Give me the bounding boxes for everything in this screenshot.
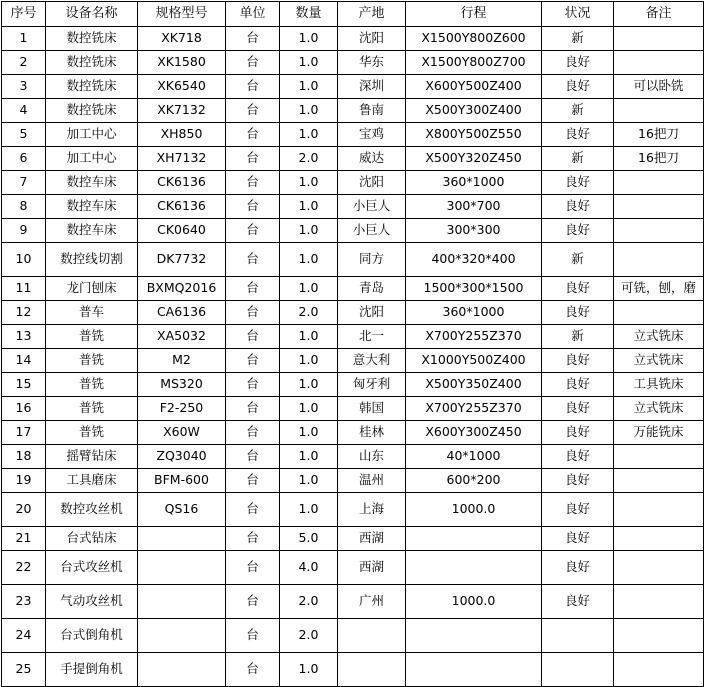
cell-unit: 台 [226, 123, 280, 147]
table-row [2, 75, 704, 99]
cell-equipment-name: 手提倒角机 [46, 653, 138, 687]
cell-condition: 新 [542, 325, 614, 349]
cell-travel: X800Y500Z550 [406, 123, 542, 147]
cell-model: X60W [138, 421, 226, 445]
cell-origin: 宝鸡 [338, 123, 406, 147]
cell-unit: 台 [226, 493, 280, 527]
cell-index: 20 [2, 493, 46, 527]
cell-equipment-name: 数控攻丝机 [46, 493, 138, 527]
cell-quantity: 1.0 [280, 75, 338, 99]
cell-model [138, 585, 226, 619]
cell-origin: 山东 [338, 445, 406, 469]
cell-remark [614, 301, 704, 325]
cell-condition: 新 [542, 27, 614, 51]
cell-condition: 良好 [542, 349, 614, 373]
column-header-index: 序号 [2, 2, 46, 27]
cell-travel: 1500*300*1500 [406, 277, 542, 301]
cell-remark: 立式铣床 [614, 397, 704, 421]
cell-origin: 青岛 [338, 277, 406, 301]
cell-index: 12 [2, 301, 46, 325]
cell-remark [614, 653, 704, 687]
cell-unit: 台 [226, 585, 280, 619]
cell-model: XK1580 [138, 51, 226, 75]
cell-travel: X700Y255Z370 [406, 397, 542, 421]
cell-quantity: 2.0 [280, 301, 338, 325]
cell-travel: 40*1000 [406, 445, 542, 469]
cell-index: 25 [2, 653, 46, 687]
cell-condition: 良好 [542, 75, 614, 99]
cell-origin: 西湖 [338, 527, 406, 551]
cell-travel [406, 619, 542, 653]
cell-model: BXMQ2016 [138, 277, 226, 301]
cell-origin: 温州 [338, 469, 406, 493]
cell-quantity: 2.0 [280, 585, 338, 619]
cell-quantity: 1.0 [280, 445, 338, 469]
cell-condition: 新 [542, 147, 614, 171]
cell-remark [614, 469, 704, 493]
cell-index: 22 [2, 551, 46, 585]
cell-condition: 良好 [542, 219, 614, 243]
cell-model: CK6136 [138, 171, 226, 195]
cell-condition: 良好 [542, 397, 614, 421]
cell-equipment-name: 数控车床 [46, 171, 138, 195]
cell-travel: X700Y255Z370 [406, 325, 542, 349]
cell-index: 9 [2, 219, 46, 243]
cell-unit: 台 [226, 527, 280, 551]
cell-origin: 北一 [338, 325, 406, 349]
cell-travel [406, 551, 542, 585]
table-row [2, 653, 704, 687]
cell-travel: 400*320*400 [406, 243, 542, 277]
cell-model: F2-250 [138, 397, 226, 421]
cell-travel: 1000.0 [406, 493, 542, 527]
cell-travel: 1000.0 [406, 585, 542, 619]
cell-quantity: 1.0 [280, 195, 338, 219]
cell-equipment-name: 数控车床 [46, 219, 138, 243]
cell-travel: X600Y500Z400 [406, 75, 542, 99]
cell-index: 7 [2, 171, 46, 195]
cell-unit: 台 [226, 619, 280, 653]
cell-model: CK0640 [138, 219, 226, 243]
table-row [2, 243, 704, 277]
cell-unit: 台 [226, 551, 280, 585]
cell-remark: 16把刀 [614, 147, 704, 171]
column-header-remark: 备注 [614, 2, 704, 27]
cell-condition: 良好 [542, 493, 614, 527]
cell-travel: X1500Y800Z700 [406, 51, 542, 75]
cell-remark: 工具铣床 [614, 373, 704, 397]
cell-equipment-name: 工具磨床 [46, 469, 138, 493]
cell-model: XK6540 [138, 75, 226, 99]
cell-origin: 意大利 [338, 349, 406, 373]
cell-condition: 良好 [542, 171, 614, 195]
cell-condition: 良好 [542, 469, 614, 493]
cell-origin: 广州 [338, 585, 406, 619]
cell-remark: 16把刀 [614, 123, 704, 147]
cell-model [138, 619, 226, 653]
cell-index: 21 [2, 527, 46, 551]
cell-quantity: 1.0 [280, 123, 338, 147]
cell-quantity: 1.0 [280, 51, 338, 75]
table-row [2, 219, 704, 243]
cell-condition: 良好 [542, 51, 614, 75]
cell-unit: 台 [226, 243, 280, 277]
cell-index: 1 [2, 27, 46, 51]
cell-equipment-name: 台式钻床 [46, 527, 138, 551]
cell-origin: 沈阳 [338, 27, 406, 51]
cell-index: 11 [2, 277, 46, 301]
cell-equipment-name: 普铣 [46, 397, 138, 421]
cell-travel [406, 653, 542, 687]
cell-origin: 威达 [338, 147, 406, 171]
cell-equipment-name: 台式攻丝机 [46, 551, 138, 585]
cell-condition: 良好 [542, 445, 614, 469]
cell-quantity: 1.0 [280, 277, 338, 301]
cell-index: 4 [2, 99, 46, 123]
cell-index: 24 [2, 619, 46, 653]
cell-unit: 台 [226, 277, 280, 301]
cell-travel [406, 527, 542, 551]
cell-remark [614, 619, 704, 653]
cell-model: XH850 [138, 123, 226, 147]
cell-equipment-name: 普铣 [46, 325, 138, 349]
cell-unit: 台 [226, 325, 280, 349]
cell-model: CA6136 [138, 301, 226, 325]
cell-equipment-name: 数控铣床 [46, 75, 138, 99]
cell-model: XK718 [138, 27, 226, 51]
cell-travel: X600Y300Z450 [406, 421, 542, 445]
cell-condition: 良好 [542, 123, 614, 147]
cell-index: 8 [2, 195, 46, 219]
cell-quantity: 1.0 [280, 653, 338, 687]
cell-equipment-name: 普铣 [46, 373, 138, 397]
cell-model: MS320 [138, 373, 226, 397]
cell-unit: 台 [226, 99, 280, 123]
cell-condition: 良好 [542, 421, 614, 445]
cell-travel: 300*300 [406, 219, 542, 243]
column-header-equipment-name: 设备名称 [46, 2, 138, 27]
cell-quantity: 1.0 [280, 349, 338, 373]
cell-quantity: 5.0 [280, 527, 338, 551]
cell-travel: X1500Y800Z600 [406, 27, 542, 51]
cell-unit: 台 [226, 421, 280, 445]
cell-index: 18 [2, 445, 46, 469]
cell-origin: 沈阳 [338, 301, 406, 325]
cell-equipment-name: 数控线切割 [46, 243, 138, 277]
cell-remark [614, 51, 704, 75]
cell-origin: 匈牙利 [338, 373, 406, 397]
table-header-row [2, 2, 704, 27]
cell-remark: 立式铣床 [614, 349, 704, 373]
cell-quantity: 1.0 [280, 397, 338, 421]
cell-remark [614, 585, 704, 619]
table-row [2, 147, 704, 171]
cell-index: 19 [2, 469, 46, 493]
column-header-unit: 单位 [226, 2, 280, 27]
cell-unit: 台 [226, 51, 280, 75]
cell-condition: 良好 [542, 277, 614, 301]
cell-condition: 良好 [542, 195, 614, 219]
cell-equipment-name: 气动攻丝机 [46, 585, 138, 619]
cell-origin: 小巨人 [338, 219, 406, 243]
cell-condition: 良好 [542, 301, 614, 325]
cell-index: 3 [2, 75, 46, 99]
cell-origin [338, 653, 406, 687]
table-row [2, 195, 704, 219]
cell-travel: 600*200 [406, 469, 542, 493]
cell-unit: 台 [226, 653, 280, 687]
cell-remark [614, 551, 704, 585]
cell-remark [614, 99, 704, 123]
cell-equipment-name: 数控铣床 [46, 99, 138, 123]
cell-index: 6 [2, 147, 46, 171]
cell-model: ZQ3040 [138, 445, 226, 469]
table-row [2, 373, 704, 397]
cell-origin: 鲁南 [338, 99, 406, 123]
cell-index: 13 [2, 325, 46, 349]
cell-remark [614, 243, 704, 277]
cell-quantity: 1.0 [280, 243, 338, 277]
table-row [2, 301, 704, 325]
cell-remark [614, 171, 704, 195]
cell-quantity: 1.0 [280, 27, 338, 51]
table-row [2, 51, 704, 75]
column-header-model: 规格型号 [138, 2, 226, 27]
table-row [2, 27, 704, 51]
cell-condition: 良好 [542, 527, 614, 551]
cell-equipment-name: 加工中心 [46, 123, 138, 147]
cell-condition [542, 619, 614, 653]
cell-travel: X500Y300Z400 [406, 99, 542, 123]
table-row [2, 325, 704, 349]
cell-model: BFM-600 [138, 469, 226, 493]
table-row [2, 123, 704, 147]
cell-origin: 深圳 [338, 75, 406, 99]
cell-travel: X500Y320Z450 [406, 147, 542, 171]
cell-remark: 万能铣床 [614, 421, 704, 445]
cell-quantity: 1.0 [280, 219, 338, 243]
cell-unit: 台 [226, 349, 280, 373]
cell-quantity: 1.0 [280, 421, 338, 445]
cell-condition: 新 [542, 243, 614, 277]
equipment-table [1, 1, 704, 687]
cell-equipment-name: 普铣 [46, 421, 138, 445]
cell-equipment-name: 数控车床 [46, 195, 138, 219]
cell-origin: 韩国 [338, 397, 406, 421]
cell-unit: 台 [226, 219, 280, 243]
cell-travel: 360*1000 [406, 171, 542, 195]
cell-quantity: 2.0 [280, 147, 338, 171]
cell-origin [338, 619, 406, 653]
cell-index: 16 [2, 397, 46, 421]
cell-unit: 台 [226, 469, 280, 493]
cell-model: XH7132 [138, 147, 226, 171]
cell-equipment-name: 普铣 [46, 349, 138, 373]
cell-condition [542, 653, 614, 687]
cell-model [138, 551, 226, 585]
column-header-condition: 状况 [542, 2, 614, 27]
cell-travel: X500Y350Z400 [406, 373, 542, 397]
table-row [2, 421, 704, 445]
cell-index: 14 [2, 349, 46, 373]
cell-model: XK7132 [138, 99, 226, 123]
cell-quantity: 1.0 [280, 469, 338, 493]
cell-travel: 360*1000 [406, 301, 542, 325]
cell-remark [614, 219, 704, 243]
cell-index: 2 [2, 51, 46, 75]
cell-index: 15 [2, 373, 46, 397]
cell-remark [614, 27, 704, 51]
table-row [2, 469, 704, 493]
cell-index: 5 [2, 123, 46, 147]
cell-quantity: 4.0 [280, 551, 338, 585]
table-row [2, 171, 704, 195]
cell-quantity: 1.0 [280, 373, 338, 397]
cell-model [138, 653, 226, 687]
cell-unit: 台 [226, 397, 280, 421]
table-row [2, 445, 704, 469]
cell-index: 23 [2, 585, 46, 619]
cell-equipment-name: 数控铣床 [46, 27, 138, 51]
cell-quantity: 1.0 [280, 493, 338, 527]
cell-equipment-name: 台式倒角机 [46, 619, 138, 653]
cell-unit: 台 [226, 171, 280, 195]
cell-index: 10 [2, 243, 46, 277]
cell-model: M2 [138, 349, 226, 373]
cell-unit: 台 [226, 75, 280, 99]
cell-unit: 台 [226, 27, 280, 51]
cell-quantity: 1.0 [280, 325, 338, 349]
cell-unit: 台 [226, 195, 280, 219]
cell-quantity: 1.0 [280, 171, 338, 195]
cell-origin: 桂林 [338, 421, 406, 445]
cell-condition: 良好 [542, 373, 614, 397]
table-row [2, 277, 704, 301]
cell-quantity: 1.0 [280, 99, 338, 123]
column-header-quantity: 数量 [280, 2, 338, 27]
cell-model: XA5032 [138, 325, 226, 349]
table-body [2, 2, 704, 687]
cell-remark: 可以卧铣 [614, 75, 704, 99]
cell-equipment-name: 加工中心 [46, 147, 138, 171]
cell-travel: X1000Y500Z400 [406, 349, 542, 373]
cell-origin: 同方 [338, 243, 406, 277]
cell-origin: 西湖 [338, 551, 406, 585]
table-row [2, 397, 704, 421]
cell-origin: 小巨人 [338, 195, 406, 219]
cell-index: 17 [2, 421, 46, 445]
cell-origin: 华东 [338, 51, 406, 75]
table-row [2, 527, 704, 551]
cell-unit: 台 [226, 301, 280, 325]
table-row [2, 585, 704, 619]
table-row [2, 99, 704, 123]
cell-unit: 台 [226, 147, 280, 171]
cell-equipment-name: 普车 [46, 301, 138, 325]
table-row [2, 493, 704, 527]
cell-remark [614, 445, 704, 469]
cell-origin: 上海 [338, 493, 406, 527]
cell-equipment-name: 数控铣床 [46, 51, 138, 75]
cell-unit: 台 [226, 373, 280, 397]
table-row [2, 619, 704, 653]
cell-quantity: 2.0 [280, 619, 338, 653]
cell-remark [614, 195, 704, 219]
cell-model: QS16 [138, 493, 226, 527]
cell-model [138, 527, 226, 551]
cell-condition: 新 [542, 99, 614, 123]
cell-remark [614, 493, 704, 527]
cell-unit: 台 [226, 445, 280, 469]
cell-model: DK7732 [138, 243, 226, 277]
cell-condition: 良好 [542, 585, 614, 619]
cell-remark: 可铣，刨，磨 [614, 277, 704, 301]
cell-condition: 良好 [542, 551, 614, 585]
cell-remark [614, 527, 704, 551]
table-row [2, 551, 704, 585]
cell-remark: 立式铣床 [614, 325, 704, 349]
column-header-origin: 产地 [338, 2, 406, 27]
table-row [2, 349, 704, 373]
cell-model: CK6136 [138, 195, 226, 219]
column-header-travel: 行程 [406, 2, 542, 27]
cell-equipment-name: 摇臂钻床 [46, 445, 138, 469]
cell-equipment-name: 龙门刨床 [46, 277, 138, 301]
cell-origin: 沈阳 [338, 171, 406, 195]
cell-travel: 300*700 [406, 195, 542, 219]
